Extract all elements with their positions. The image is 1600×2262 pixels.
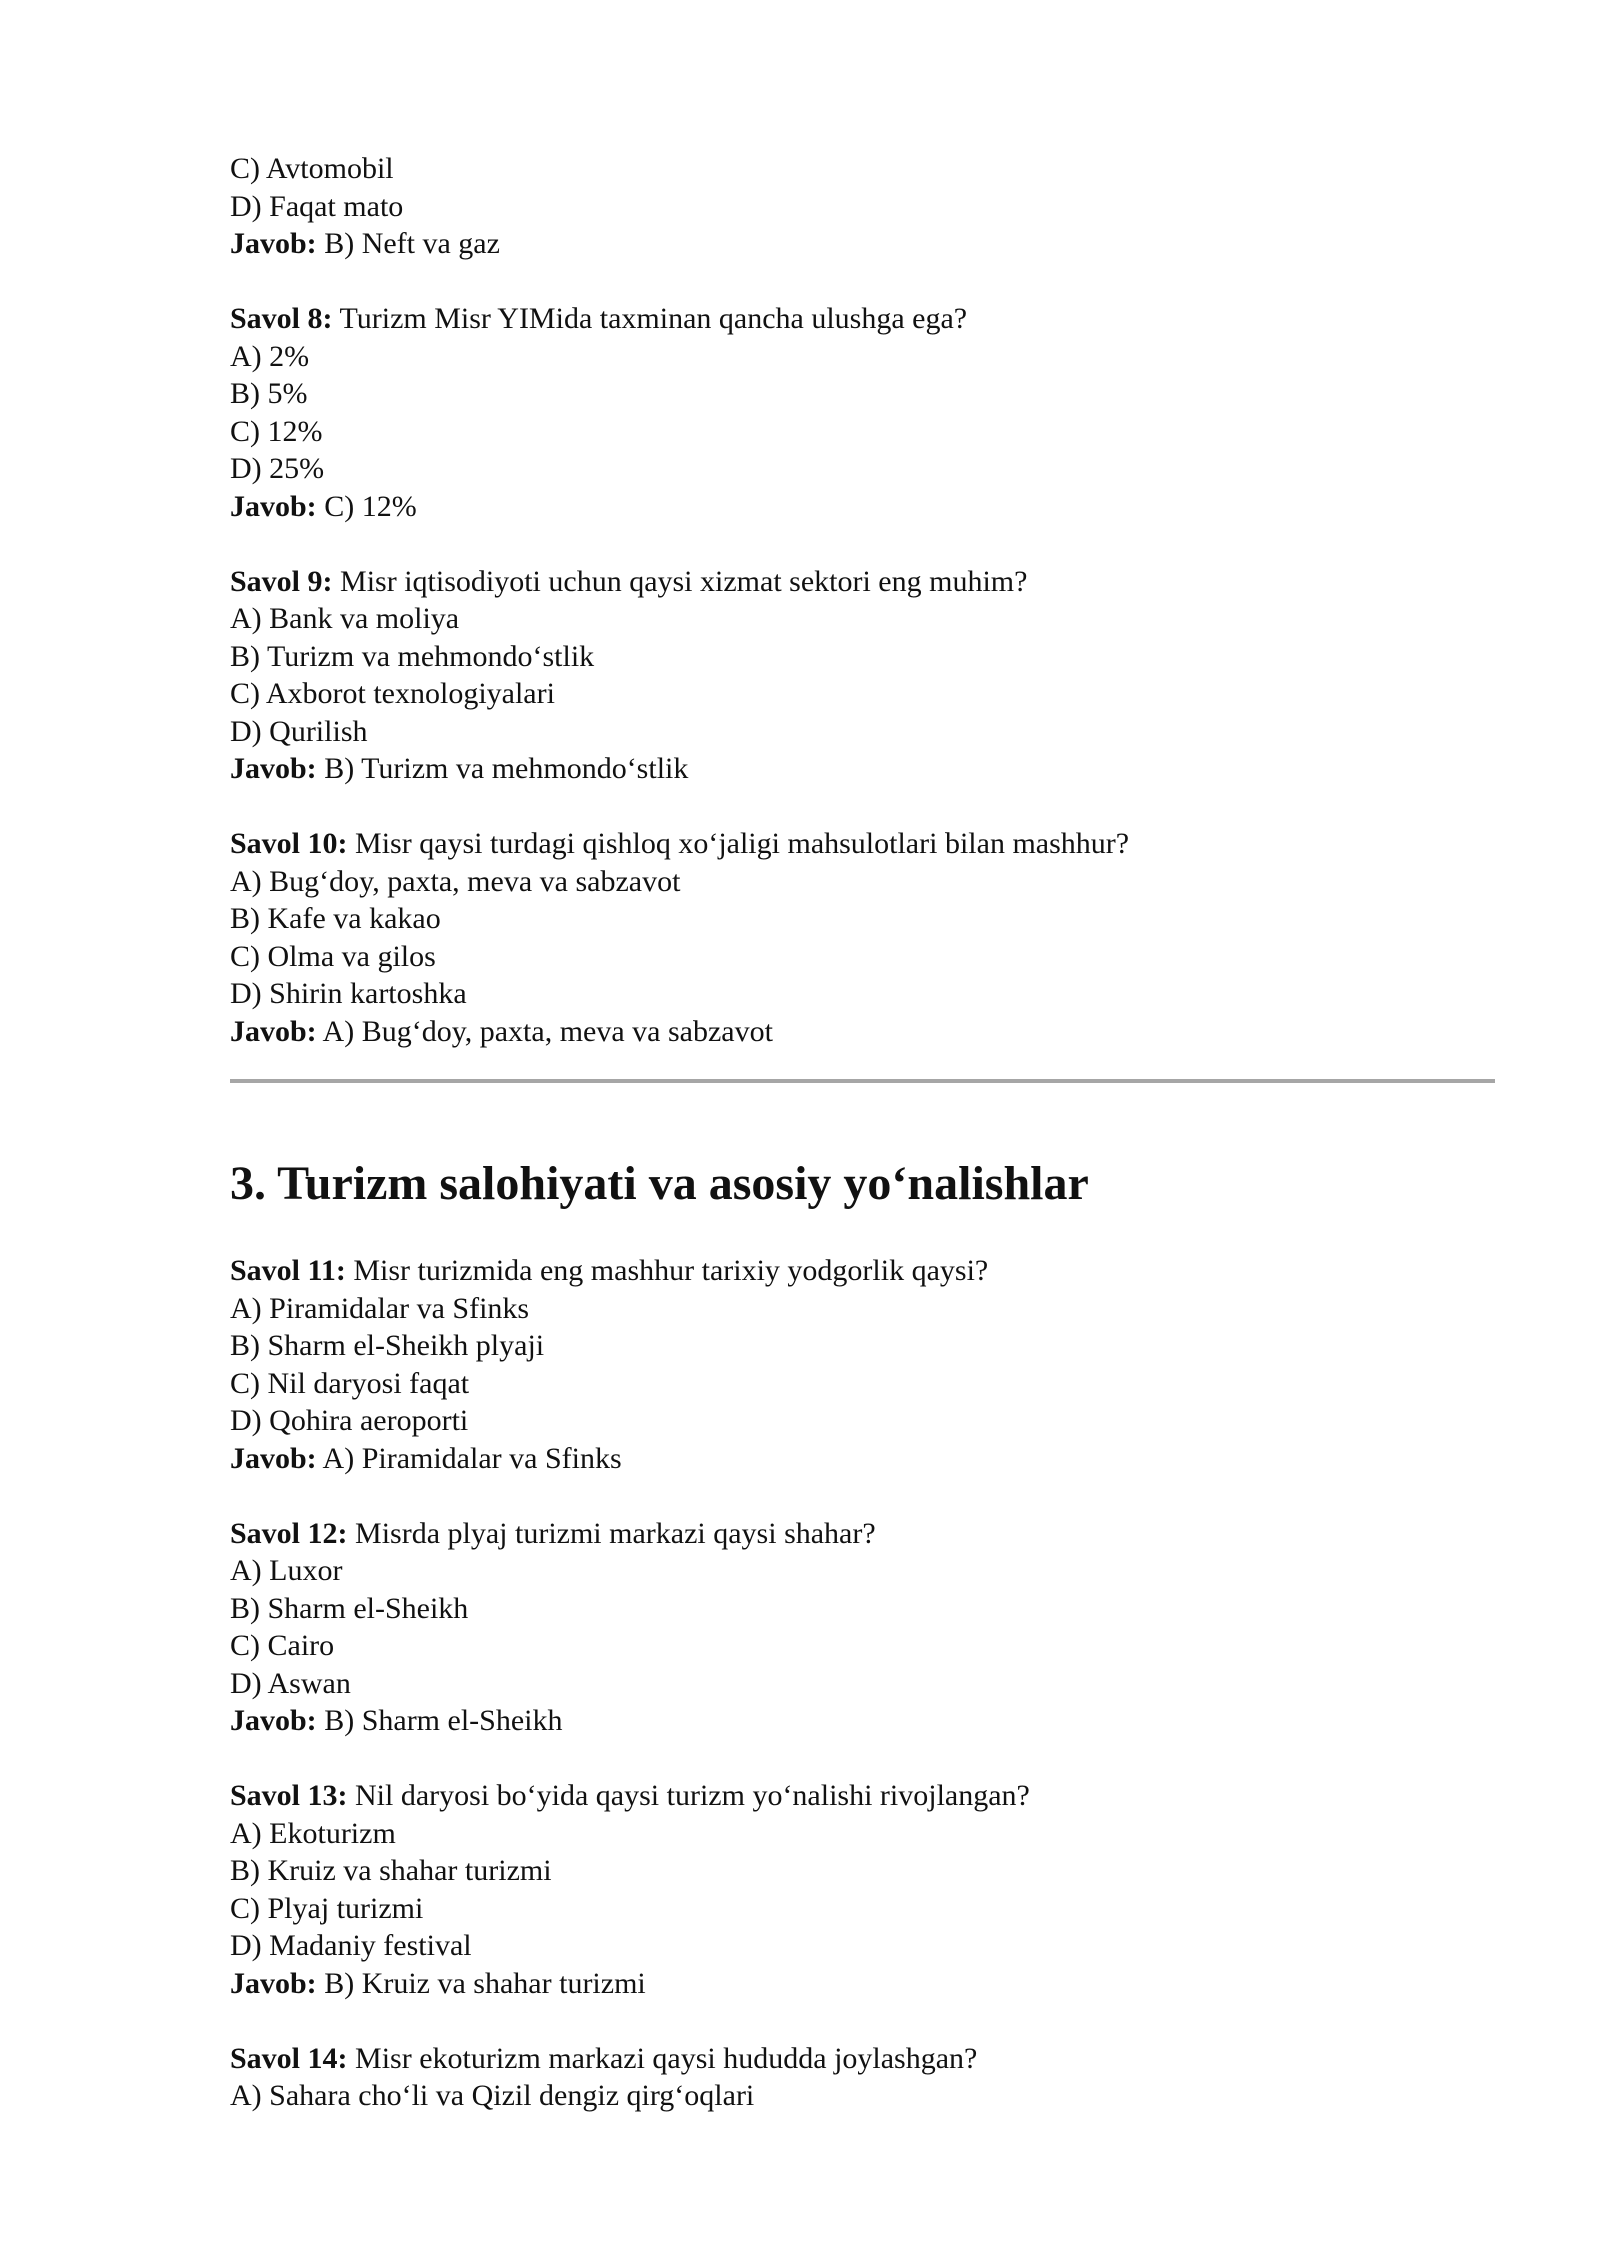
option-c: C) Avtomobil [230,152,394,185]
question-10 [230,825,1495,1050]
option-d: D) Qohira aeroporti [230,1404,469,1437]
horizontal-rule [230,1079,1495,1083]
answer-label: Javob: [230,1704,317,1737]
option-d: D) Qurilish [230,714,368,748]
option-b: B) Kafe va kakao [230,902,441,935]
answer-line [230,1702,1495,1740]
question-text: Misr qaysi turdagi qishloq xo‘jaligi mahsulotlari bilan mashhur? [347,827,1130,860]
option-a: A) Bank va moliya [230,602,460,635]
question-line [230,1777,1495,1815]
question-line [230,825,1495,863]
question-text: Misr turizmida eng mashhur tarixiy yodgorlik qaysi? [345,1254,989,1287]
answer-line [230,225,1495,263]
answer-text: B) Turizm va mehmondo‘stlik [316,752,689,785]
answer-label: Javob: [230,1441,317,1475]
option-d: D) Shirin kartoshka [230,977,467,1010]
option-c: C) Olma va gilos [230,939,436,973]
section-heading: 3. Turizm salohiyati va asosiy yo‘nalishlar [230,1157,1089,1210]
answer-text: A) Piramidalar va Sfinks [316,1441,622,1475]
answer-line [230,750,1495,788]
answer-label: Javob: [230,227,317,260]
answer-label: Javob: [230,1014,317,1048]
answer-label: Javob: [230,489,317,523]
question-label: Savol 9: [230,564,333,598]
option-c: C) Plyaj turizmi [230,1891,424,1925]
answer-text: B) Sharm el-Sheikh [316,1704,563,1737]
answer-label: Javob: [230,1966,317,2000]
option-d: D) Madaniy festival [230,1929,472,1962]
option-a: A) Sahara cho‘li va Qizil dengiz qirg‘oqlari [230,2079,755,2112]
question-text: Misr iqtisodiyoti uchun qaysi xizmat sektori eng muhim? [332,564,1028,598]
question-text: Misrda plyaj turizmi markazi qaysi shahar? [347,1516,876,1550]
question-9 [230,563,1495,788]
answer-line [230,1440,1495,1478]
answer-line [230,1013,1495,1051]
answer-text: C) 12% [316,489,417,523]
question-text: Misr ekoturizm markazi qaysi hududda joylashgan? [347,2041,978,2075]
option-a: A) Piramidalar va Sfinks [230,1291,530,1325]
question-label: Savol 14: [230,2041,348,2075]
question-14-fragment [230,2040,1495,2115]
option-b: B) Turizm va mehmondo‘stlik [230,639,595,673]
question-text: Turizm Misr YIMida taxminan qancha ulushga ega? [332,302,968,335]
answer-text: A) Bug‘doy, paxta, meva va sabzavot [316,1014,773,1048]
option-c: C) Nil daryosi faqat [230,1366,470,1400]
option-c: C) Axborot texnologiyalari [230,677,555,710]
option-b: B) Sharm el-Sheikh plyaji [230,1329,545,1362]
question-12 [230,1515,1495,1740]
option-c: C) Cairo [230,1629,335,1662]
option-a: A) 2% [230,339,310,373]
question-line [230,2040,1495,2078]
question-13 [230,1777,1495,2002]
question-line [230,563,1495,601]
question-label: Savol 13: [230,1779,348,1812]
option-c: C) 12% [230,414,323,448]
answer-line [230,488,1495,526]
option-d: D) 25% [230,452,325,485]
question-label: Savol 10: [230,827,348,860]
option-a: A) Bug‘doy, paxta, meva va sabzavot [230,864,681,898]
question-8 [230,300,1495,525]
question-line [230,1515,1495,1553]
option-a: A) Luxor [230,1554,343,1587]
question-text: Nil daryosi bo‘yida qaysi turizm yo‘nalishi rivojlangan? [347,1779,1030,1812]
option-d: D) Aswan [230,1666,351,1700]
question-11 [230,1252,1495,1477]
question-label: Savol 11: [230,1254,346,1287]
answer-text: B) Kruiz va shahar turizmi [316,1966,646,2000]
answer-text: B) Neft va gaz [316,227,500,260]
answer-label: Javob: [230,752,317,785]
option-b: B) Sharm el-Sheikh [230,1591,469,1625]
question-line [230,300,1495,338]
answer-line [230,1965,1495,2003]
question-label: Savol 12: [230,1516,348,1550]
question-7-fragment [230,150,1495,263]
option-d: D) Faqat mato [230,189,404,223]
option-b: B) 5% [230,377,308,410]
option-a: A) Ekoturizm [230,1816,396,1850]
option-b: B) Kruiz va shahar turizmi [230,1854,552,1887]
document-page [230,150,1495,2115]
question-line [230,1252,1495,1290]
question-label: Savol 8: [230,302,333,335]
